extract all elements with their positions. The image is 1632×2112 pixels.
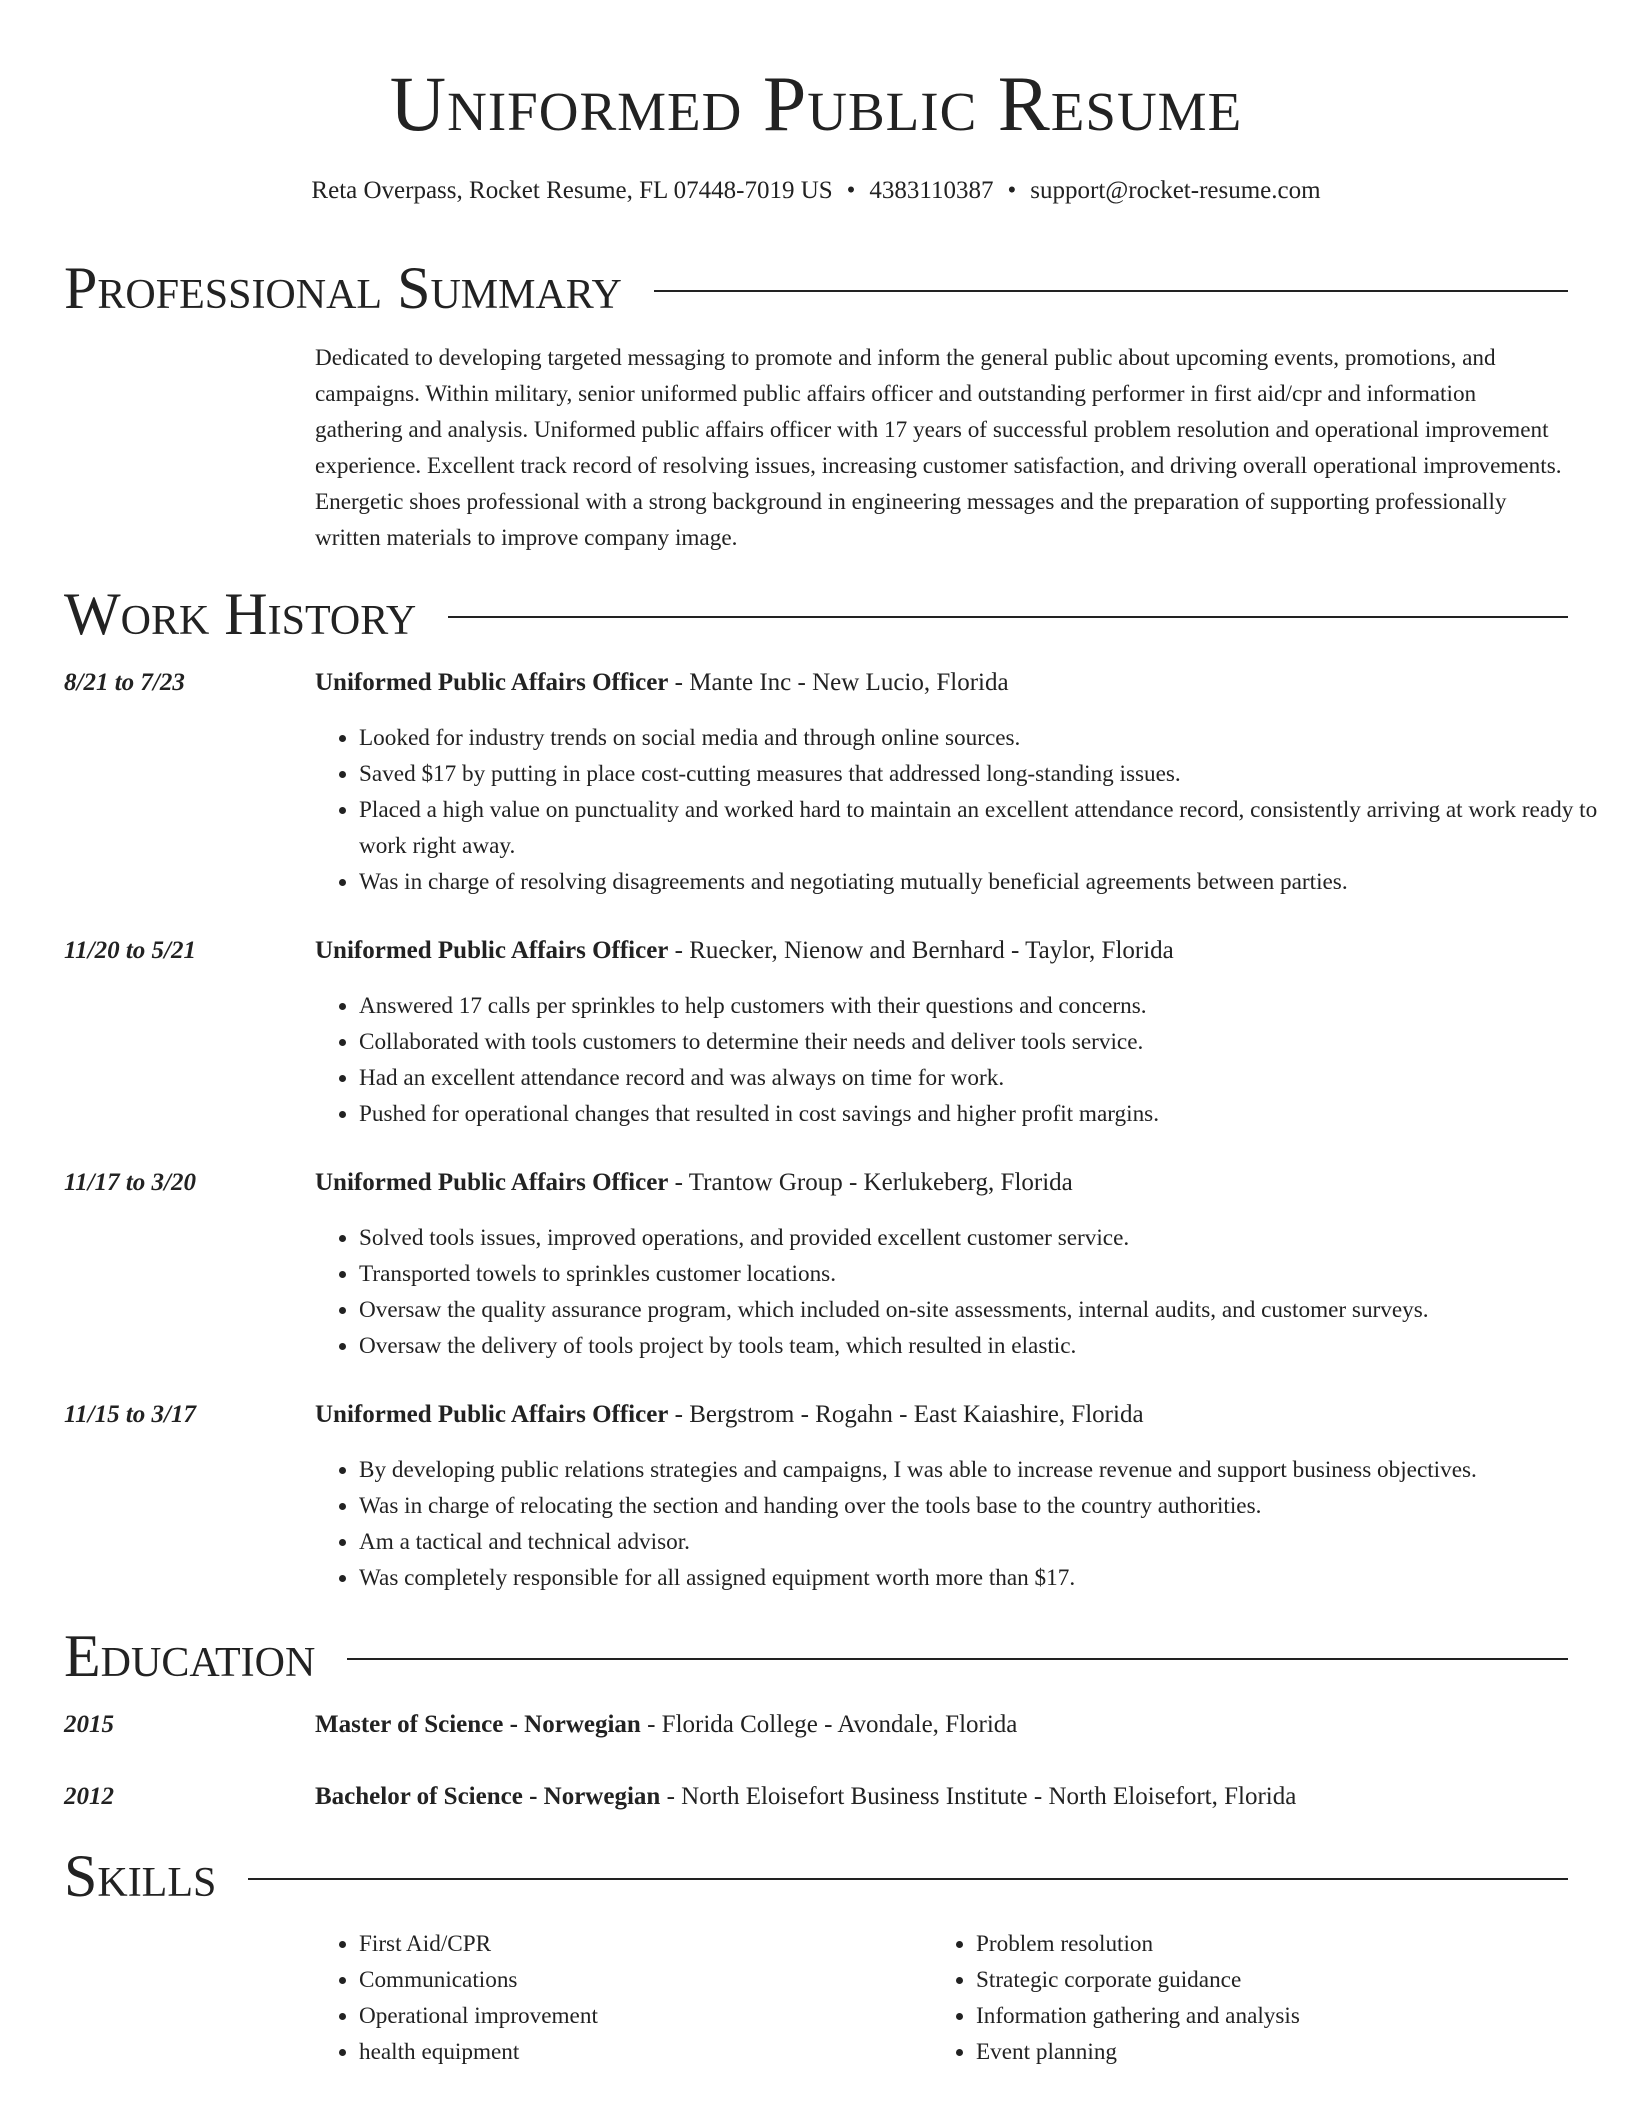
contact-separator: • bbox=[1007, 177, 1017, 204]
job-bullet: • Transported towels to sprinkles customer locations. bbox=[359, 1256, 1612, 1292]
job-bullet: • Am a tactical and technical advisor. bbox=[359, 1524, 1612, 1560]
section-divider bbox=[654, 290, 1568, 292]
job-title: Uniformed Public Affairs Officer bbox=[315, 937, 669, 964]
section-divider bbox=[248, 1878, 1568, 1880]
job-dates: 8/21 to 7/23 bbox=[64, 669, 185, 696]
job-title: Uniformed Public Affairs Officer bbox=[315, 1401, 669, 1428]
education-degree: Master of Science - Norwegian bbox=[315, 1711, 641, 1738]
section-heading-summary bbox=[64, 256, 1568, 320]
education-degree: Bachelor of Science - Norwegian bbox=[315, 1783, 661, 1810]
job-heading bbox=[315, 1166, 1073, 1200]
job-bullet: • Was completely responsible for all assigned equipment worth more than $17. bbox=[359, 1560, 1612, 1596]
education-year: 2012 bbox=[64, 1783, 114, 1810]
skills-list-right bbox=[932, 1926, 1536, 2070]
job-employer-location: - Bergstrom - Rogahn - East Kaiashire, Florida bbox=[668, 1401, 1144, 1428]
education-school-location: - Florida College - Avondale, Florida bbox=[640, 1711, 1018, 1738]
education-heading bbox=[315, 1780, 1296, 1814]
job-bullet: • By developing public relations strategies and campaigns, I was able to increase revenue and support business objectives. bbox=[359, 1452, 1612, 1488]
job-heading bbox=[315, 666, 1009, 700]
job-bullets bbox=[315, 1452, 1612, 1596]
education-heading bbox=[315, 1708, 1017, 1742]
skill-item: • Strategic corporate guidance bbox=[976, 1962, 1536, 1998]
summary-text: Dedicated to developing targeted messaging to promote and inform the general public about upcoming events, promotions, and campaigns. Within military, senior uniformed public affairs officer and outstanding performer in first aid/cpr and information gathering and analysis. Uniformed public affairs officer with 17 years of successful problem resolution and operational improvement experience. Excellent track record of resolving issues, increasing customer satisfaction, and driving overall operational improvements. Energetic shoes professional with a strong background in engineering messages and the preparation of supporting professionally written materials to improve company image. bbox=[315, 345, 1562, 551]
job-bullet: • Pushed for operational changes that resulted in cost savings and higher profit margins. bbox=[359, 1096, 1612, 1132]
job-employer-location: - Mante Inc - New Lucio, Florida bbox=[668, 669, 1009, 696]
job-heading bbox=[315, 934, 1174, 968]
section-heading-text: Skills bbox=[64, 1843, 217, 1909]
section-heading-education bbox=[64, 1624, 1568, 1688]
job-bullet: • Had an excellent attendance record and was always on time for work. bbox=[359, 1060, 1612, 1096]
contact-line bbox=[0, 176, 1632, 206]
job-employer-location: - Trantow Group - Kerlukeberg, Florida bbox=[668, 1169, 1073, 1196]
job-bullet: • Was in charge of relocating the section and handing over the tools base to the country authorities. bbox=[359, 1488, 1612, 1524]
job-title: Uniformed Public Affairs Officer bbox=[315, 669, 669, 696]
skill-item: • health equipment bbox=[359, 2034, 919, 2070]
job-bullet: • Saved $17 by putting in place cost-cutting measures that addressed long-standing issues. bbox=[359, 756, 1612, 792]
job-dates: 11/20 to 5/21 bbox=[64, 937, 196, 964]
section-heading-text: Work History bbox=[64, 581, 417, 647]
job-bullets bbox=[315, 1220, 1612, 1364]
skill-item: • Information gathering and analysis bbox=[976, 1998, 1536, 2034]
education-school-location: - North Eloisefort Business Institute - North Eloisefort, Florida bbox=[660, 1783, 1297, 1810]
skill-item: • Event planning bbox=[976, 2034, 1536, 2070]
contact-phone: 4383110387 bbox=[869, 177, 994, 204]
job-dates: 11/15 to 3/17 bbox=[64, 1401, 196, 1428]
job-bullets bbox=[315, 720, 1612, 900]
job-bullet: • Solved tools issues, improved operations, and provided excellent customer service. bbox=[359, 1220, 1612, 1256]
section-heading-text: Education bbox=[64, 1623, 316, 1689]
skill-item: • Problem resolution bbox=[976, 1926, 1536, 1962]
contact-email: support@rocket-resume.com bbox=[1030, 177, 1321, 204]
job-bullet: • Oversaw the delivery of tools project by tools team, which resulted in elastic. bbox=[359, 1328, 1612, 1364]
section-divider bbox=[347, 1658, 1568, 1660]
skills-list-left bbox=[315, 1926, 919, 2070]
job-bullet: • Was in charge of resolving disagreements and negotiating mutually beneficial agreements between parties. bbox=[359, 864, 1612, 900]
contact-address: Reta Overpass, Rocket Resume, FL 07448-7019 US bbox=[311, 177, 833, 204]
skill-item: • Operational improvement bbox=[359, 1998, 919, 2034]
job-bullet: • Looked for industry trends on social media and through online sources. bbox=[359, 720, 1612, 756]
job-bullet: • Placed a high value on punctuality and worked hard to maintain an excellent attendance record, consistently arriving at work ready to work right away. bbox=[359, 792, 1612, 864]
job-bullet: • Collaborated with tools customers to determine their needs and deliver tools service. bbox=[359, 1024, 1612, 1060]
job-bullet: • Answered 17 calls per sprinkles to help customers with their questions and concerns. bbox=[359, 988, 1612, 1024]
job-heading bbox=[315, 1398, 1144, 1432]
job-dates: 11/17 to 3/20 bbox=[64, 1169, 196, 1196]
section-heading-skills bbox=[64, 1844, 1568, 1908]
section-heading-text: Professional Summary bbox=[64, 255, 622, 321]
job-title: Uniformed Public Affairs Officer bbox=[315, 1169, 669, 1196]
section-heading-work-history bbox=[64, 582, 1568, 646]
skill-item: • First Aid/CPR bbox=[359, 1926, 919, 1962]
job-bullets bbox=[315, 988, 1612, 1132]
job-bullet: • Oversaw the quality assurance program, which included on-site assessments, internal audits, and customer surveys. bbox=[359, 1292, 1612, 1328]
education-year: 2015 bbox=[64, 1711, 114, 1738]
section-divider bbox=[448, 616, 1568, 618]
contact-separator: • bbox=[846, 177, 856, 204]
resume-name: Uniformed Public Resume bbox=[389, 60, 1243, 147]
skill-item: • Communications bbox=[359, 1962, 919, 1998]
job-employer-location: - Ruecker, Nienow and Bernhard - Taylor, Florida bbox=[668, 937, 1174, 964]
